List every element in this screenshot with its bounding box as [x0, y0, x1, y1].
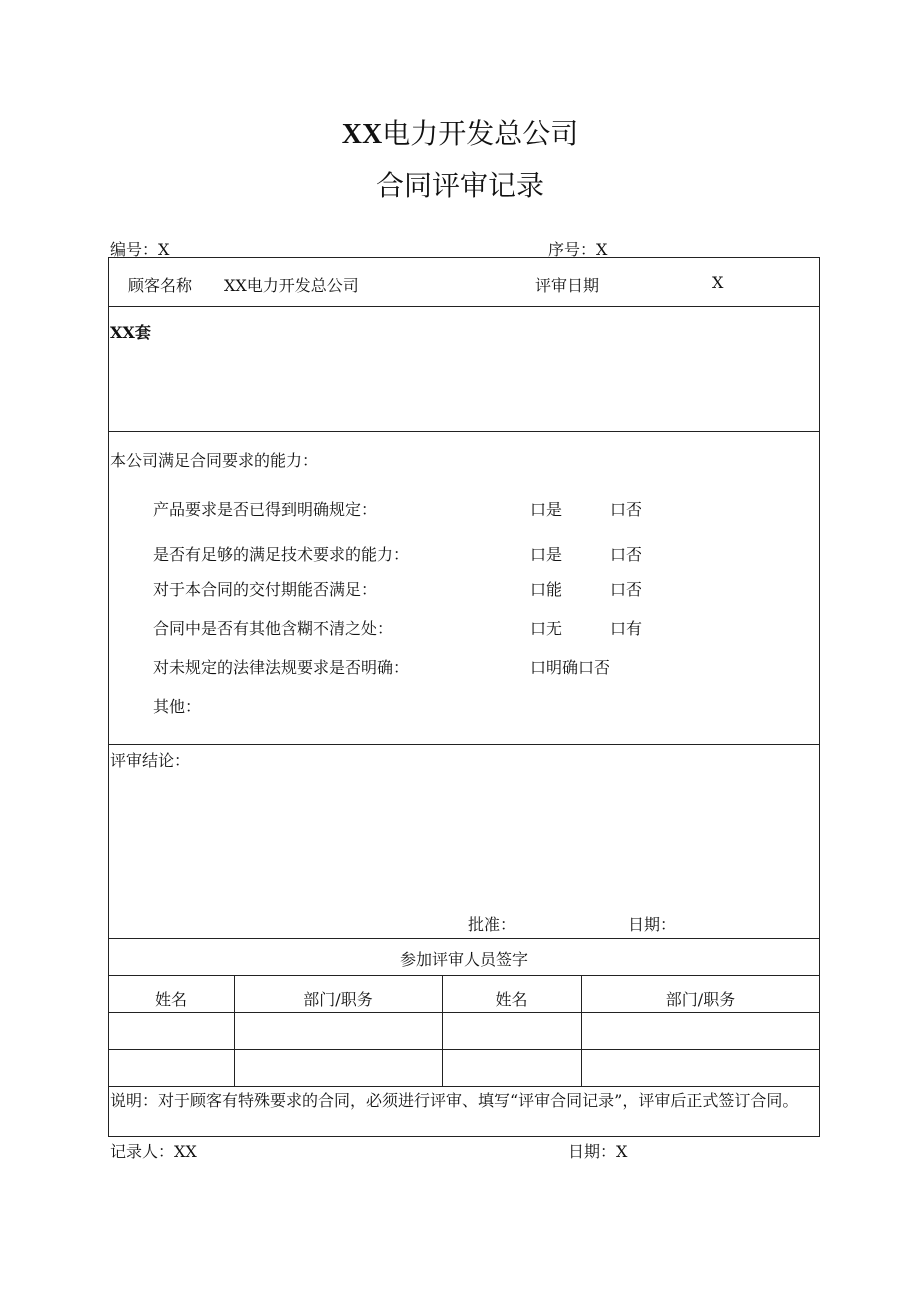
- column-header-dept-1: 部门/职务: [303, 990, 373, 1009]
- question-1-option-2[interactable]: 口否: [610, 500, 643, 519]
- review-date-label: 评审日期: [535, 276, 600, 295]
- divider: [108, 744, 820, 745]
- question-4: 合同中是否有其他含糊不清之处：: [153, 619, 394, 638]
- customer-name-label: 顾客名称: [128, 276, 193, 295]
- capability-heading: 本公司满足合同要求的能力：: [110, 451, 319, 470]
- column-header-dept-2: 部门/职务: [665, 990, 736, 1009]
- divider: [108, 938, 820, 939]
- question-2: 是否有足够的满足技术要求的能力：: [153, 545, 410, 564]
- divider: [108, 1012, 820, 1013]
- question-3: 对于本合同的交付期能否满足：: [153, 580, 378, 599]
- sequence-field: 序号：X: [548, 240, 608, 259]
- product-quantity: XX套: [110, 323, 151, 342]
- company-title: [0, 112, 920, 152]
- question-3-option-1[interactable]: 口能: [530, 580, 563, 599]
- approve-label: 批准：: [468, 915, 517, 934]
- question-1: 产品要求是否已得到明确规定：: [153, 500, 378, 519]
- customer-name-value: XX电力开发总公司: [224, 276, 359, 295]
- question-5-options[interactable]: 口明确口否: [530, 658, 611, 677]
- question-3-option-2[interactable]: 口否: [610, 580, 643, 599]
- question-1-option-1[interactable]: 口是: [530, 500, 563, 519]
- question-4-option-1[interactable]: 口无: [530, 619, 563, 638]
- form-title: 合同评审记录: [375, 169, 544, 202]
- question-6-other: 其他：: [153, 697, 202, 716]
- question-2-option-1[interactable]: 口是: [530, 545, 563, 564]
- review-date-value: X: [712, 273, 724, 292]
- column-header-name-2: 姓名: [495, 990, 528, 1009]
- company-title-name: 电力开发总公司: [382, 117, 579, 150]
- divider: [108, 306, 820, 307]
- number-field: 编号：X: [110, 240, 170, 259]
- column-header-name-1: 姓名: [154, 990, 187, 1009]
- footer-date-field: 日期：X: [568, 1142, 628, 1161]
- question-5: 对未规定的法律法规要求是否明确：: [153, 658, 410, 677]
- conclusion-heading: 评审结论：: [110, 751, 191, 770]
- divider: [108, 1086, 820, 1087]
- note-text: 说明：对于顾客有特殊要求的合同，必须进行评审、填写“评审合同记录”，评审后正式签订合同。: [110, 1091, 799, 1110]
- divider: [108, 1049, 820, 1050]
- recorder-field: 记录人：XX: [110, 1142, 197, 1161]
- divider: [108, 431, 820, 432]
- question-4-option-2[interactable]: 口有: [610, 619, 643, 638]
- question-2-option-2[interactable]: 口否: [610, 545, 643, 564]
- approve-date-label: 日期：: [628, 915, 677, 934]
- divider: [108, 975, 820, 976]
- signatures-heading: 参加评审人员签字: [399, 950, 528, 969]
- company-title-prefix: XX: [341, 119, 383, 150]
